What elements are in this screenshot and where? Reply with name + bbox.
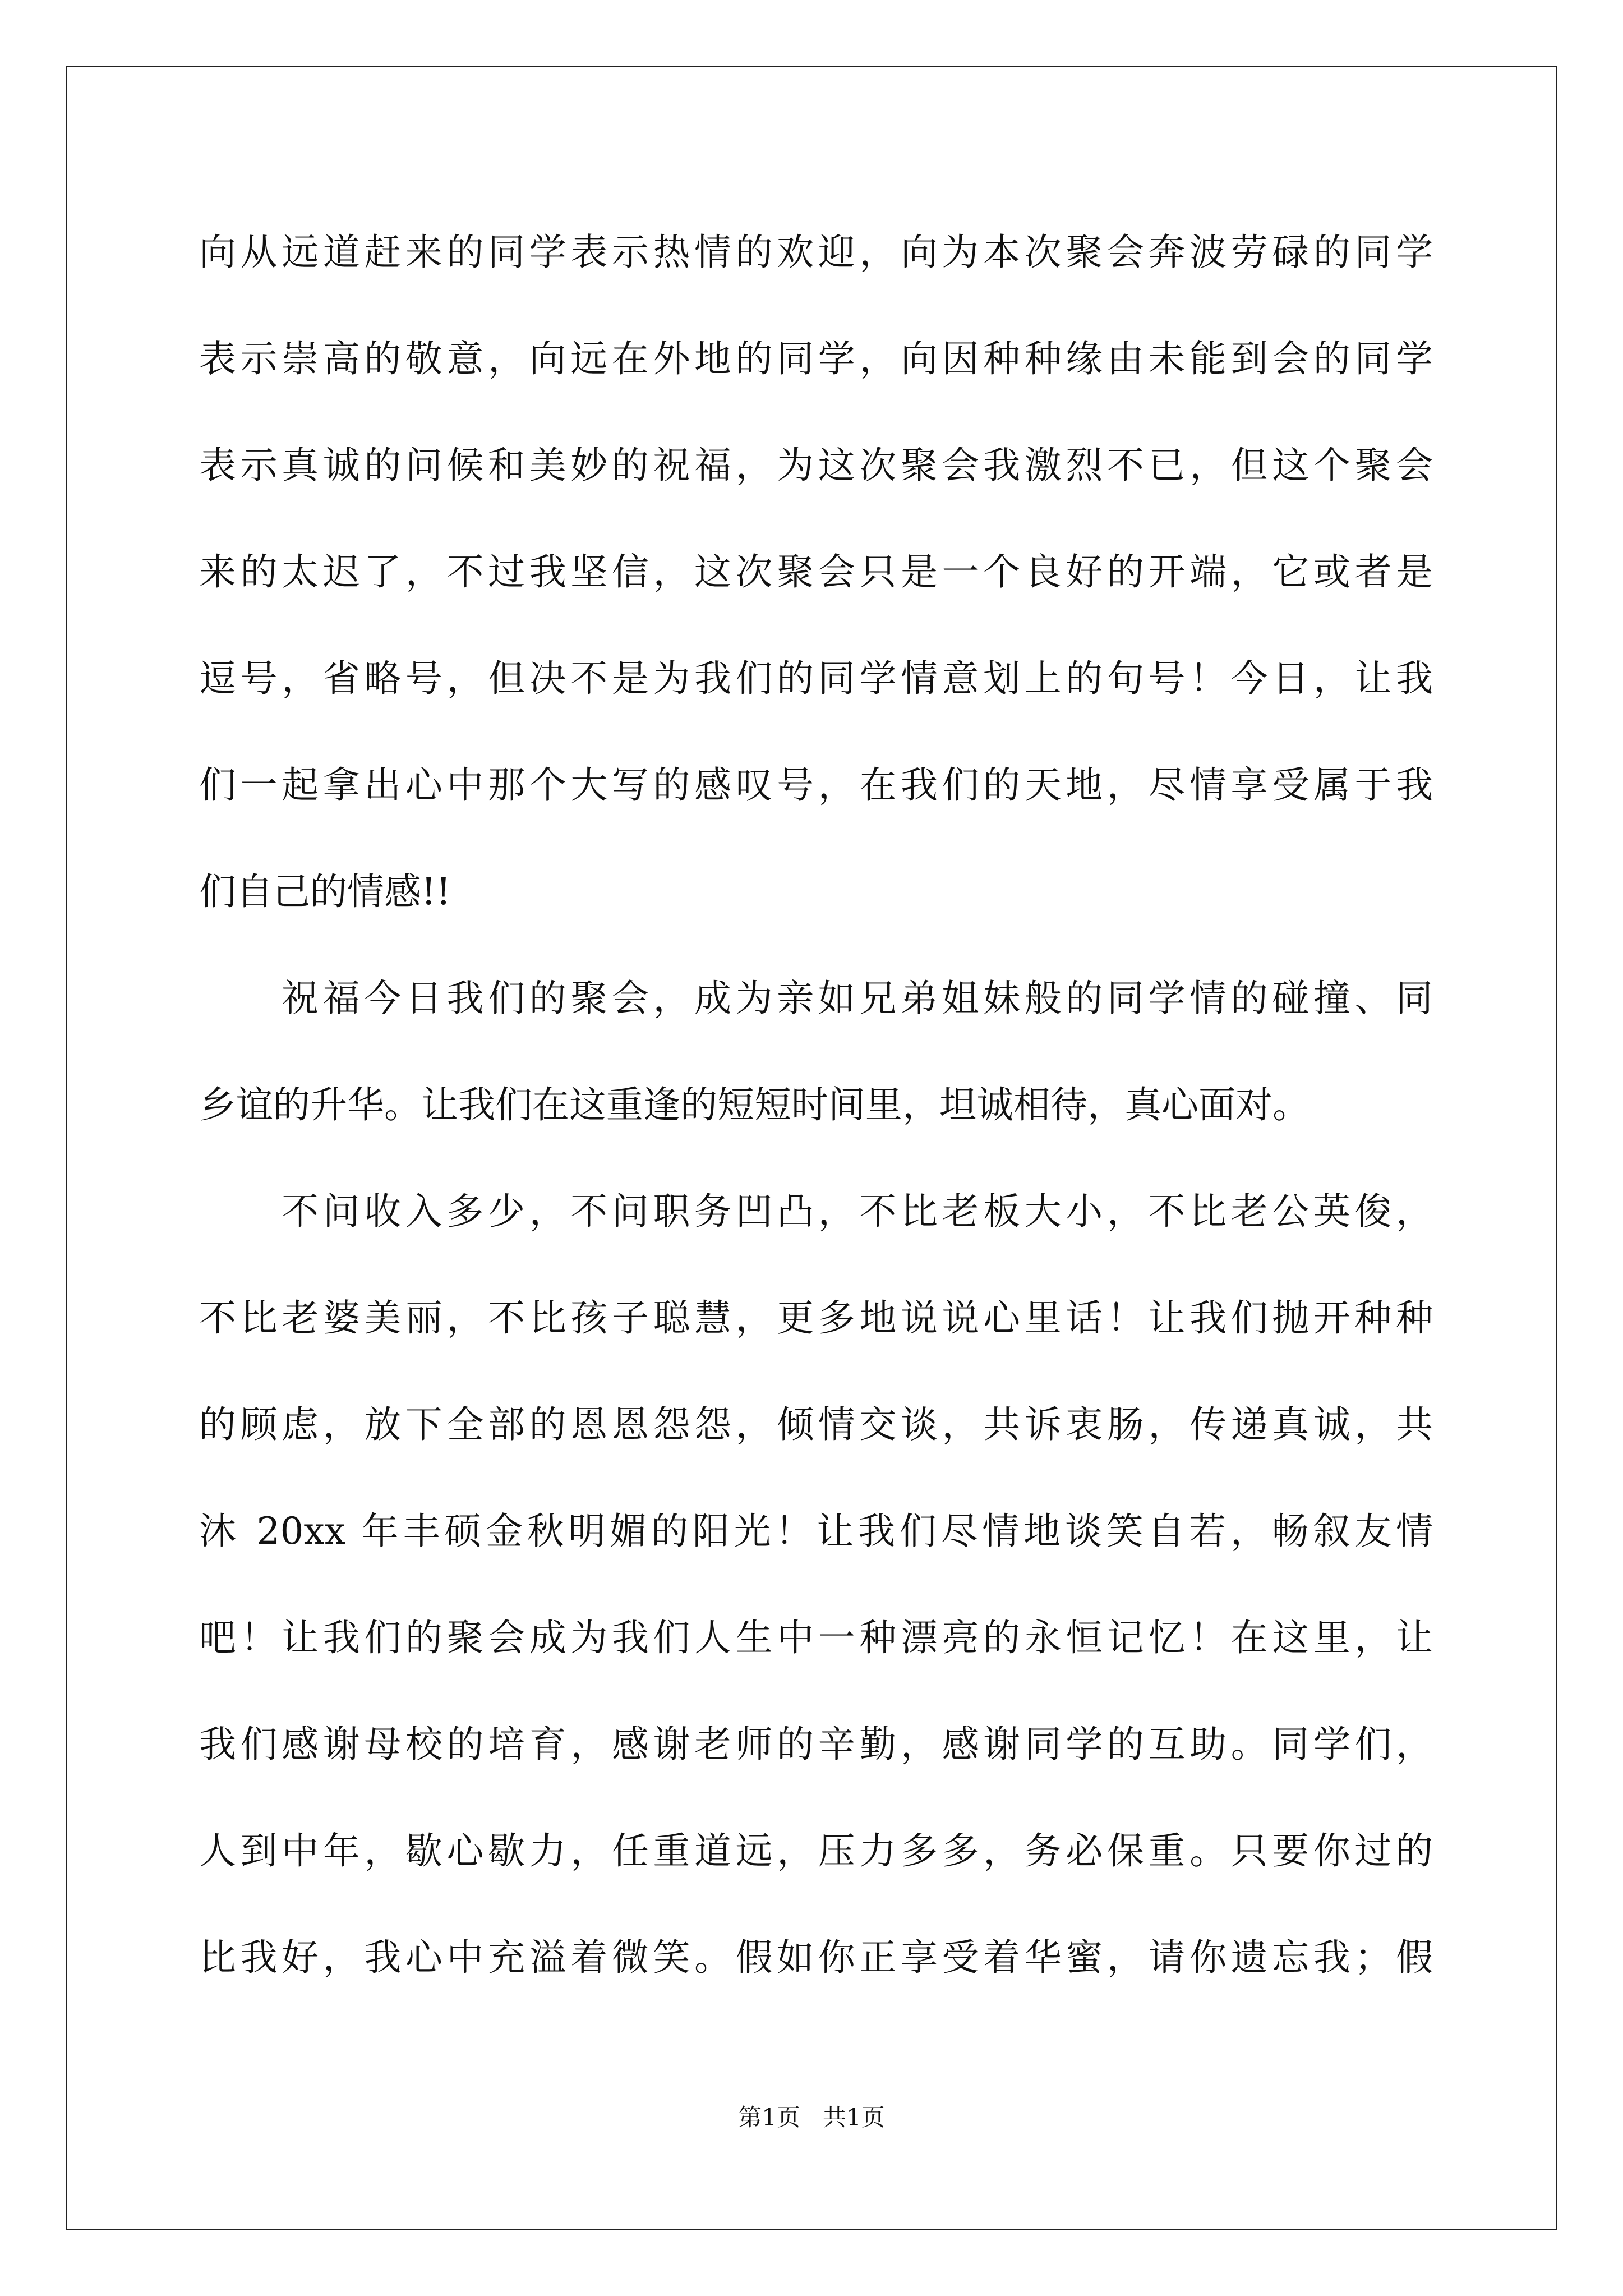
text-line: 表示崇高的敬意，向远在外地的同学，向因种种缘由未能到会的同学	[199, 337, 1433, 380]
text-line: 逗号，省略号，但决不是为我们的同学情意划上的句号！今日，让我	[199, 657, 1433, 700]
text-line: 不比老婆美丽，不比孩子聪慧，更多地说说心里话！让我们抛开种种	[199, 1296, 1433, 1340]
text-line: 我们感谢母校的培育，感谢老师的辛勤，感谢同学的互助。同学们，	[199, 1723, 1433, 1766]
document-body	[199, 219, 1433, 2031]
text-line: 表示真诚的问候和美妙的祝福，为这次聚会我激烈不已，但这个聚会	[199, 444, 1433, 487]
text-line: 们自己的情感!!	[199, 870, 451, 913]
text-line: 乡谊的升华。让我们在这重逢的短短时间里，坦诚相待，真心面对。	[199, 1083, 1310, 1126]
text-line: 人到中年，歇心歇力，任重道远，压力多多，务必保重。只要你过的	[199, 1829, 1433, 1872]
text-line: 向从远道赶来的同学表示热情的欢迎，向为本次聚会奔波劳碌的同学	[199, 231, 1433, 274]
text-line: 不问收入多少，不问职务凹凸，不比老板大小，不比老公英俊，	[199, 1190, 1433, 1233]
text-line: 来的太迟了，不过我坚信，这次聚会只是一个良好的开端，它或者是	[199, 550, 1433, 593]
text-line: 们一起拿出心中那个大写的感叹号，在我们的天地，尽情享受属于我	[199, 763, 1433, 807]
text-line: 沐 20xx 年丰硕金秋明媚的阳光！让我们尽情地谈笑自若，畅叙友情	[199, 1510, 1433, 1553]
text-line: 吧！让我们的聚会成为我们人生中一种漂亮的永恒记忆！在这里，让	[199, 1616, 1433, 1659]
text-line: 比我好，我心中充溢着微笑。假如你正享受着华蜜，请你遗忘我；假	[199, 1936, 1433, 1979]
text-line: 的顾虑，放下全部的恩恩怨怨，倾情交谈，共诉衷肠，传递真诚，共	[199, 1403, 1433, 1446]
text-line: 祝福今日我们的聚会，成为亲如兄弟姐妹般的同学情的碰撞、同	[199, 977, 1433, 1020]
page-number-footer: 第1页 共1页	[738, 2104, 885, 2131]
